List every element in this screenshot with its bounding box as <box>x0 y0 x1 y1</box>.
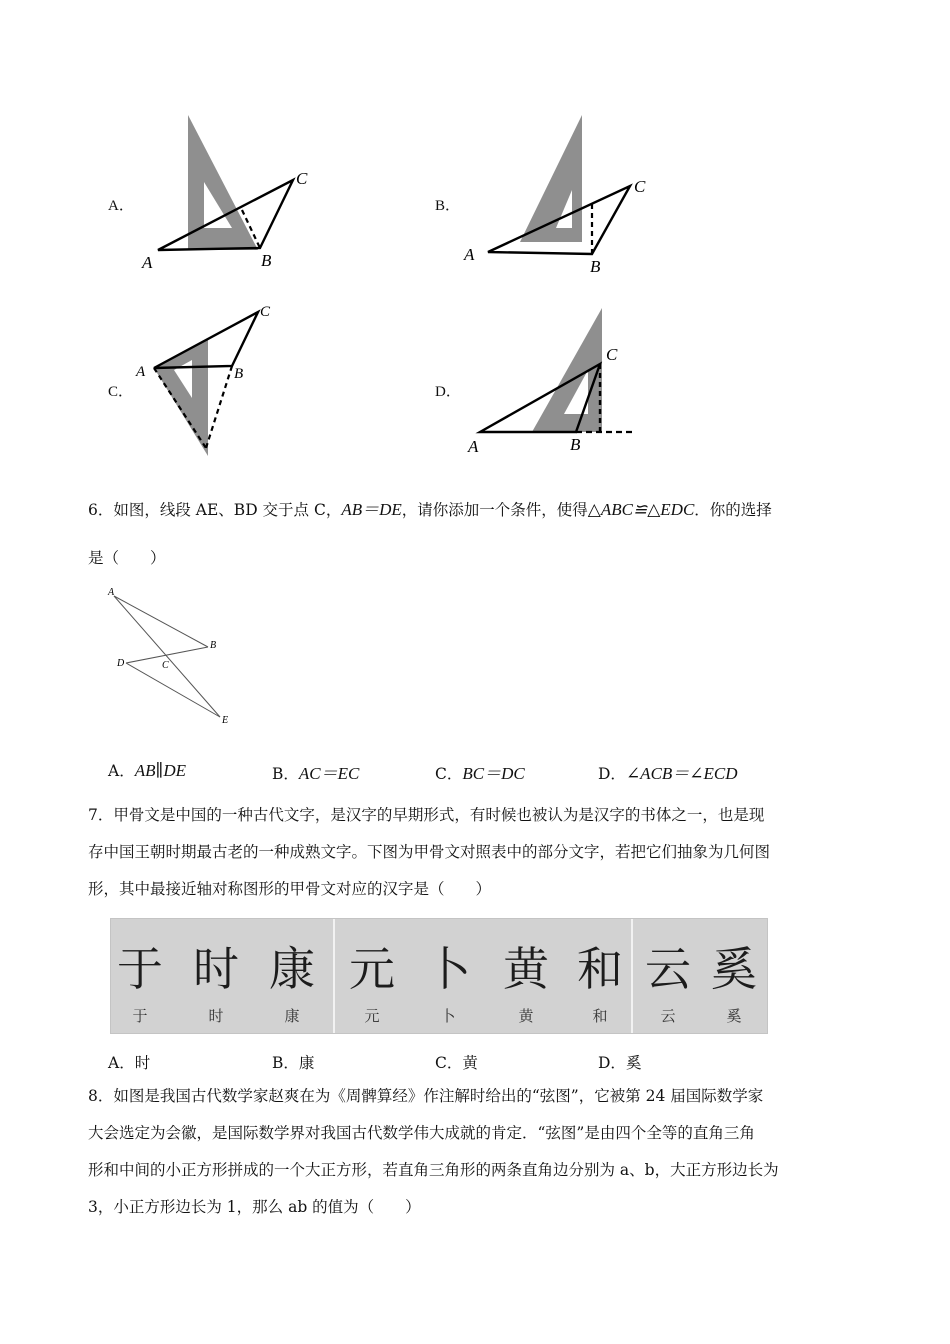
q6-congruence: △ABC≌△EDC <box>587 500 695 519</box>
point-e: E <box>222 715 229 726</box>
q6-option-b[interactable] <box>272 759 359 784</box>
q6-option-a-value: AB∥DE <box>134 761 186 780</box>
table-divider <box>631 919 633 1033</box>
q7-option-a-label: A． <box>108 1054 135 1072</box>
extension-dashed-line <box>206 366 232 448</box>
q7-stem-line2: 存中国王朝时期最古老的一种成熟文字。下图为甲骨文对照表中的部分文字，若把它们抽象为几何图 <box>88 843 771 861</box>
q6-option-d[interactable] <box>598 759 738 784</box>
segment-ab <box>114 596 208 647</box>
oracle-caption: 元 <box>364 1007 380 1025</box>
point-b: B <box>570 435 581 454</box>
q6-option-d-label: D． <box>598 765 626 783</box>
oracle-caption: 和 <box>592 1007 608 1025</box>
q6-option-d-value: ∠ACB＝∠ECD <box>625 764 738 783</box>
oracle-glyph: 奚 <box>711 942 757 996</box>
q6-text-3: ．你的选择 <box>694 501 772 519</box>
oracle-glyph: 云 <box>645 942 691 996</box>
q7-option-c-label: C． <box>435 1054 463 1072</box>
q5-figure-b <box>460 110 660 280</box>
q5-option-c-label: C． <box>108 384 134 400</box>
q6-stem-line1 <box>88 500 772 520</box>
table-divider <box>333 919 335 1033</box>
q6-option-b-value: AC＝EC <box>298 764 360 783</box>
oracle-glyph: 和 <box>577 942 623 996</box>
point-c: C <box>260 304 271 320</box>
point-c: C <box>634 177 646 196</box>
oracle-bone-table <box>110 918 768 1034</box>
q5-figure-d <box>460 300 660 465</box>
q5-figure-a <box>138 110 328 280</box>
point-a: A <box>468 437 479 456</box>
q6-option-b-label: B． <box>272 765 299 783</box>
point-b: B <box>234 366 244 382</box>
q5-option-d-label: D． <box>435 384 461 400</box>
q8-stem-line1: 8．如图是我国古代数学家赵爽在为《周髀算经》作注解时给出的“弦图”，它被第 24 届国际数学家 <box>88 1087 764 1105</box>
point-d: D <box>117 658 125 669</box>
point-b: B <box>210 640 217 651</box>
q5-figure-c <box>130 298 290 463</box>
q7-option-c[interactable] <box>435 1051 478 1073</box>
q7-option-b-value: 康 <box>298 1054 315 1072</box>
oracle-caption: 于 <box>132 1007 148 1025</box>
point-c: C <box>606 345 618 364</box>
q5-option-b-label: B． <box>435 198 461 214</box>
oracle-glyph: 时 <box>193 942 239 996</box>
oracle-glyph: 黄 <box>503 942 549 996</box>
q8-stem-line2: 大会选定为会徽，是国际数学界对我国古代数学伟大成就的肯定．“弦图”是由四个全等的直角三角 <box>88 1124 755 1142</box>
segment-ae <box>114 596 220 717</box>
oracle-caption: 云 <box>660 1007 676 1025</box>
q6-option-a[interactable] <box>108 759 186 781</box>
point-b: B <box>261 251 272 270</box>
oracle-caption: 奚 <box>726 1007 742 1025</box>
q7-option-d-label: D． <box>598 1054 626 1072</box>
oracle-glyph: 于 <box>117 942 163 996</box>
q6-figure <box>106 586 238 728</box>
oracle-caption: 黄 <box>518 1007 534 1025</box>
q8-stem-line3: 形和中间的小正方形拼成的一个大正方形，若直角三角形的两条直角边分别为 a、b，大正方形边长为 <box>88 1161 779 1179</box>
segment-de <box>126 663 220 717</box>
q6-option-a-label: A． <box>108 762 135 780</box>
q6-condition: AB＝DE <box>341 500 402 519</box>
oracle-caption: 卜 <box>440 1007 456 1025</box>
q7-option-d-value: 奚 <box>625 1054 642 1072</box>
point-a: A <box>136 364 146 380</box>
point-c: C <box>162 660 169 671</box>
point-a: A <box>108 587 115 598</box>
q5-option-a-label: A． <box>108 198 134 214</box>
oracle-caption: 康 <box>284 1007 300 1025</box>
q7-option-d[interactable] <box>598 1051 641 1073</box>
q6-text-1: 6．如图，线段 AE、BD 交于点 C， <box>88 501 342 519</box>
oracle-glyph: 元 <box>349 942 395 996</box>
q7-stem-line1: 7．甲骨文是中国的一种古代文字，是汉字的早期形式，有时候也被认为是汉字的书体之一，也是现 <box>88 806 765 824</box>
q7-stem-line3: 形，其中最接近轴对称图形的甲骨文对应的汉字是（ ） <box>88 880 492 898</box>
q7-option-a[interactable] <box>108 1051 150 1073</box>
q7-option-a-value: 时 <box>134 1054 151 1072</box>
q6-stem-line2: 是（ ） <box>88 549 166 567</box>
q6-option-c-value: BC＝DC <box>462 764 525 783</box>
oracle-glyph: 康 <box>269 942 315 996</box>
point-a: A <box>142 253 153 272</box>
q6-option-c[interactable] <box>435 759 525 784</box>
point-b: B <box>590 257 601 276</box>
q7-option-b-label: B． <box>272 1054 299 1072</box>
q6-text-2: ，请你添加一个条件，使得 <box>401 501 588 519</box>
q6-option-c-label: C． <box>435 765 463 783</box>
q8-stem-line4: 3，小正方形边长为 1，那么 ab 的值为（ ） <box>88 1198 421 1216</box>
q7-option-b[interactable] <box>272 1051 314 1073</box>
q7-option-c-value: 黄 <box>462 1054 478 1072</box>
point-a: A <box>464 245 475 264</box>
oracle-glyph: 卜 <box>425 942 471 996</box>
point-c: C <box>296 169 308 188</box>
oracle-caption: 时 <box>208 1007 224 1025</box>
